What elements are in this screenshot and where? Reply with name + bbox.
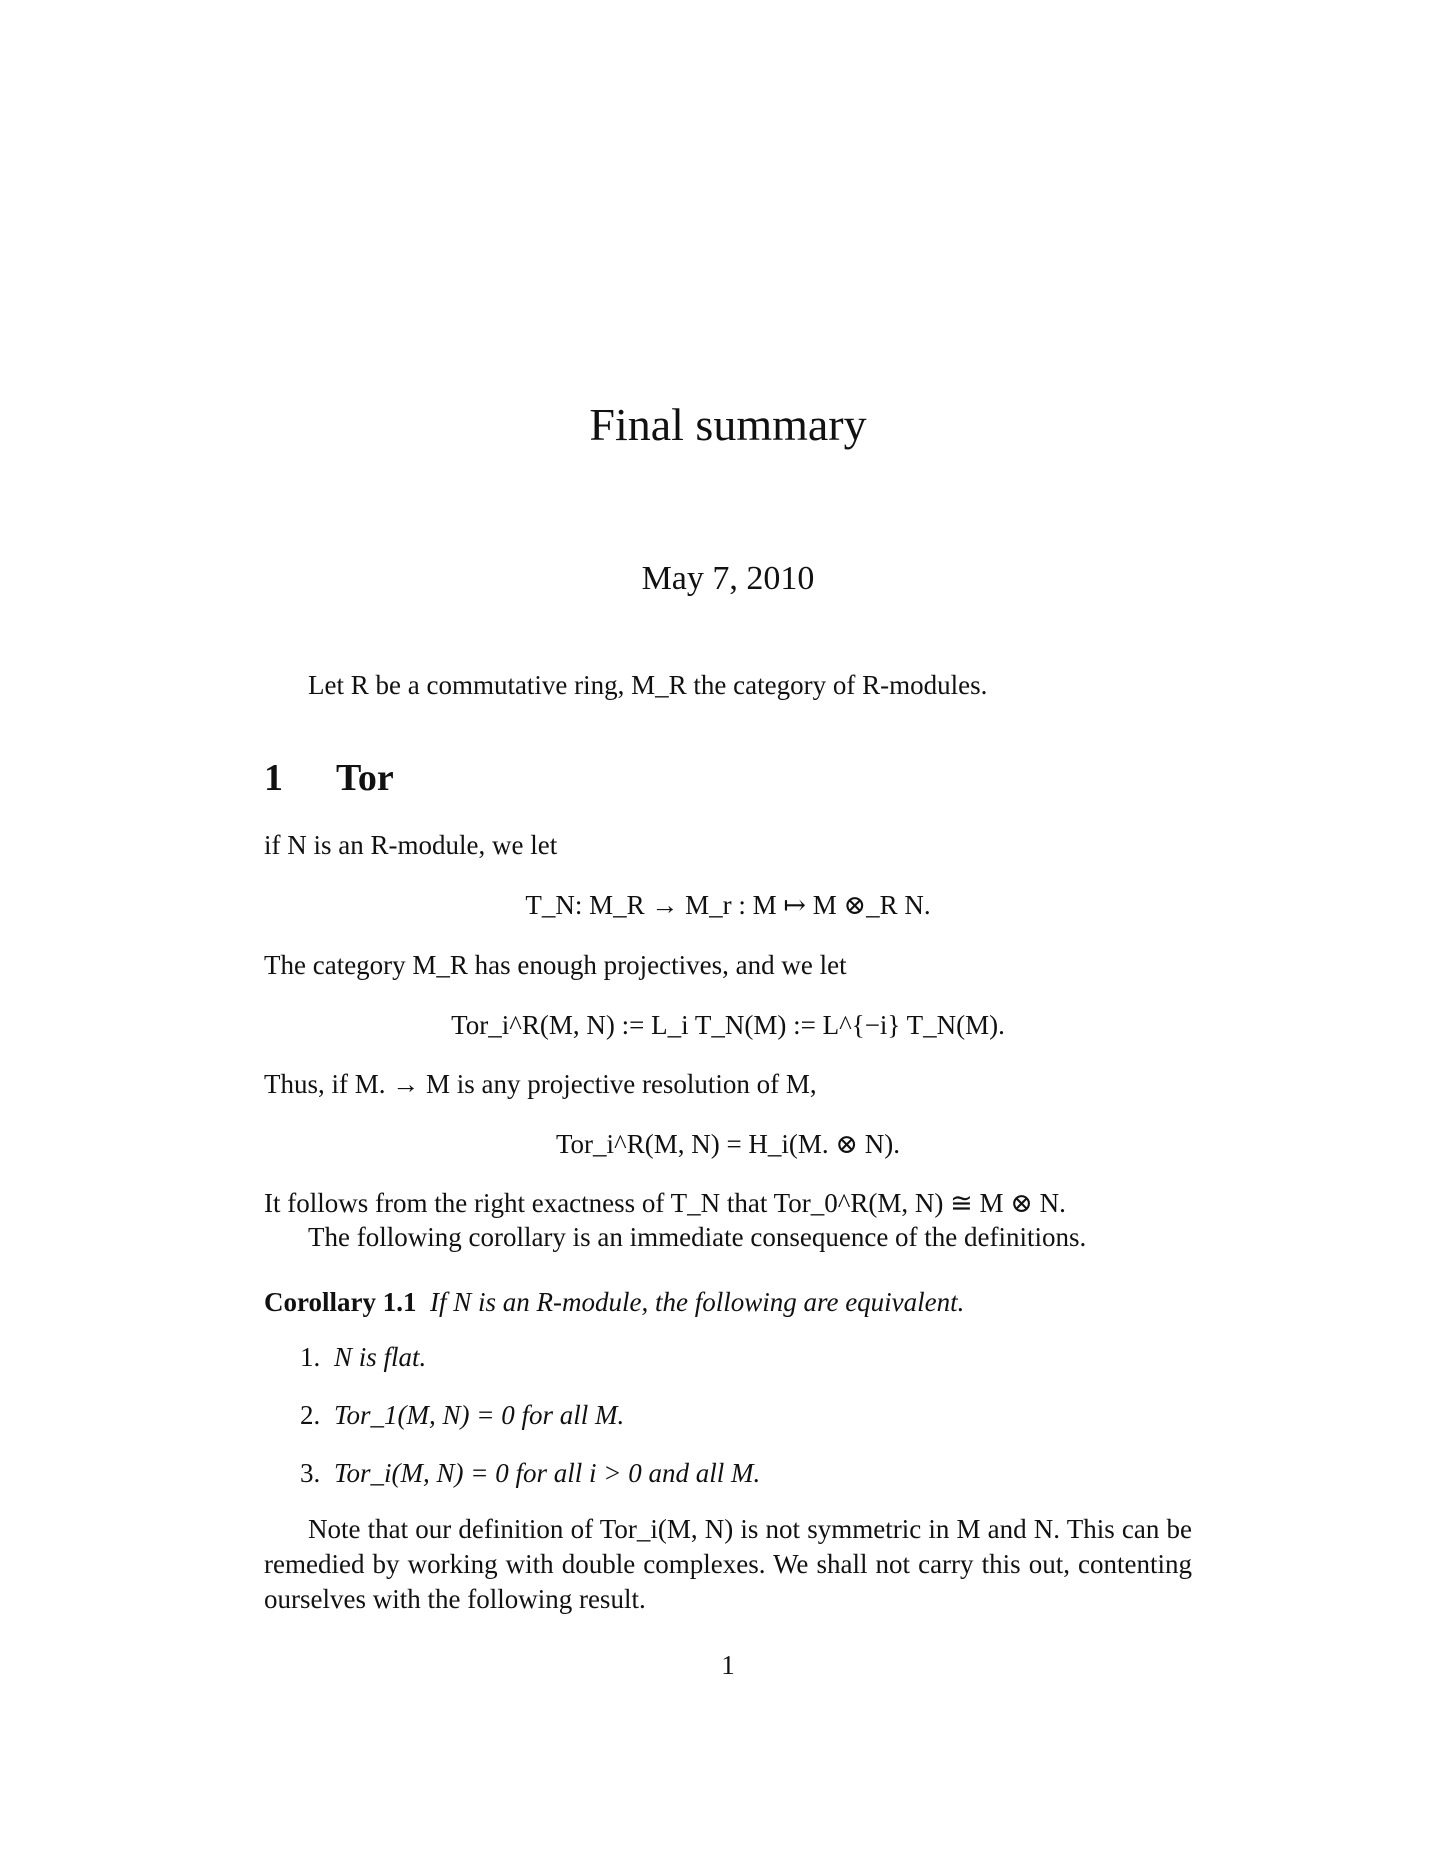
paragraph-4: It follows from the right exactness of T_N that Tor_0^R(M, N) ≅ M ⊗ N. bbox=[264, 1188, 1066, 1218]
paragraph-5: The following corollary is an immediate consequence of the definitions. bbox=[308, 1222, 1087, 1252]
corollary-item-number: 1. bbox=[300, 1342, 321, 1372]
corollary-item bbox=[300, 1340, 426, 1374]
paper-title: Final summary bbox=[589, 399, 867, 450]
paragraph-6: Note that our definition of Tor_i(M, N) is not symmetric in M and N. This can be remedied by working with double complexes. We shall not carry this out, contenting ourselves with the following result. bbox=[264, 1514, 1192, 1614]
equation-3: Tor_i^R(M, N) = H_i(M. ⊗ N). bbox=[555, 1129, 901, 1159]
corollary-item-number: 2. bbox=[300, 1400, 321, 1430]
section-heading bbox=[264, 756, 394, 800]
corollary-label: Corollary 1.1 bbox=[264, 1287, 417, 1317]
equation-2: Tor_i^R(M, N) := L_i T_N(M) := L^{−i} T_N(M). bbox=[451, 1010, 1005, 1040]
corollary-heading bbox=[264, 1285, 964, 1319]
page-number: 1 bbox=[721, 1650, 735, 1680]
section-number: 1 bbox=[264, 757, 283, 799]
paragraph-2: The category M_R has enough projectives, and we let bbox=[264, 950, 847, 980]
corollary-item bbox=[300, 1398, 624, 1432]
paragraph-1: if N is an R-module, we let bbox=[264, 830, 558, 860]
corollary-item-text: Tor_1(M, N) = 0 for all M. bbox=[334, 1400, 625, 1430]
equation-1: T_N: M_R → M_r : M ↦ M ⊗_R N. bbox=[525, 890, 931, 920]
corollary-statement: If N is an R-module, the following are equivalent. bbox=[429, 1287, 965, 1317]
intro-paragraph: Let R be a commutative ring, M_R the category of R-modules. bbox=[308, 670, 988, 700]
paragraph-3: Thus, if M. → M is any projective resolution of M, bbox=[264, 1069, 817, 1099]
section-title: Tor bbox=[336, 757, 394, 799]
paper-date: May 7, 2010 bbox=[641, 560, 815, 597]
corollary-item-number: 3. bbox=[300, 1458, 321, 1488]
corollary-item-text: Tor_i(M, N) = 0 for all i > 0 and all M. bbox=[334, 1458, 761, 1488]
corollary-item bbox=[300, 1456, 760, 1490]
corollary-item-text: N is flat. bbox=[334, 1342, 427, 1372]
